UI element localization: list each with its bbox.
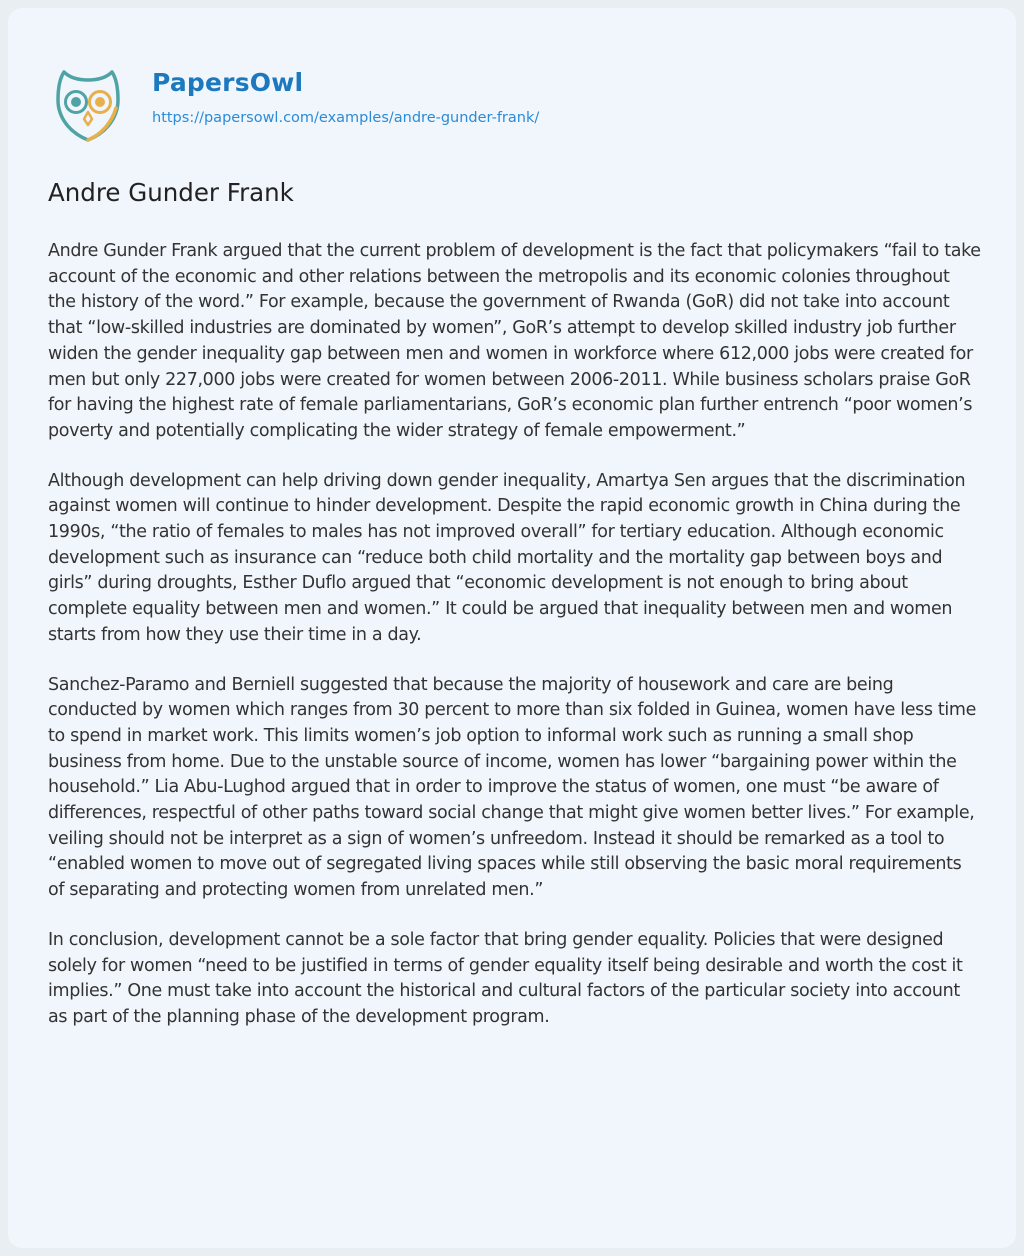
article-paragraph: Although development can help driving down gender inequality, Amartya Sen argues that the discrimination against women will continue to hinder development. Despite the rapid economic growth in China during the 1990s, “the ratio of females to males has not improved overall” for tertiary education. Although economic development such as insurance can “reduce both child mortality and the mortality gap between boys and girls” during droughts, Esther Duflo argued that “economic development is not enough to bring about complete equality between men and women.” It could be argued that inequality between men and women starts from how they use their time in a day. xyxy=(48,470,966,645)
article-paragraph: Sanchez-Paramo and Berniell suggested that because the majority of housework and care are being conducted by women which ranges from 30 percent to more than six folded in Guinea, women have less time to spend in market work. This limits women’s job option to informal work such as running a small shop business from home. Due to the unstable source of income, women has lower “bargaining power within the household.” Lia Abu-Lughod argued that in order to improve the status of women, one must “be aware of differences, respectful of other paths toward social change that might give women better lives.” For example, veiling should not be interpret as a sign of women’s unfreedom. Instead it should be remarked as a tool to “enabled women to move out of segregated living spaces while still observing the basic moral requirements of separating and protecting women from unrelated men.” xyxy=(48,674,977,901)
article-body xyxy=(48,239,982,1055)
document-card xyxy=(8,8,1016,1248)
article-paragraph: In conclusion, development cannot be a sole factor that bring gender equality. Policies that were designed solely for women “need to be justified in terms of gender equality itself being desirable and worth the cost it implies.” One must take into account the historical and cultural factors of the particular society into account as part of the planning phase of the development program. xyxy=(48,929,963,1027)
owl-logo-icon[interactable] xyxy=(48,64,128,144)
site-name[interactable]: PapersOwl xyxy=(152,68,304,97)
site-header xyxy=(48,64,748,144)
source-url-link[interactable]: https://papersowl.com/examples/andre-gunder-frank/ xyxy=(152,110,540,126)
page-title: Andre Gunder Frank xyxy=(48,178,294,207)
article-paragraph: Andre Gunder Frank argued that the current problem of development is the fact that policymakers “fail to take account of the economic and other relations between the metropolis and its economic colonies throughout the history of the word.” For example, because the government of Rwanda (GoR) did not take into account that “low-skilled industries are dominated by women”, GoR’s attempt to develop skilled industry job further widen the gender inequality gap between men and women in workforce where 612,000 jobs were created for men but only 227,000 jobs were created for women between 2006-2011. While business scholars praise GoR for having the highest rate of female parliamentarians, GoR’s economic plan further entrench “poor women’s poverty and potentially complicating the wider strategy of female empowerment.” xyxy=(48,241,981,441)
